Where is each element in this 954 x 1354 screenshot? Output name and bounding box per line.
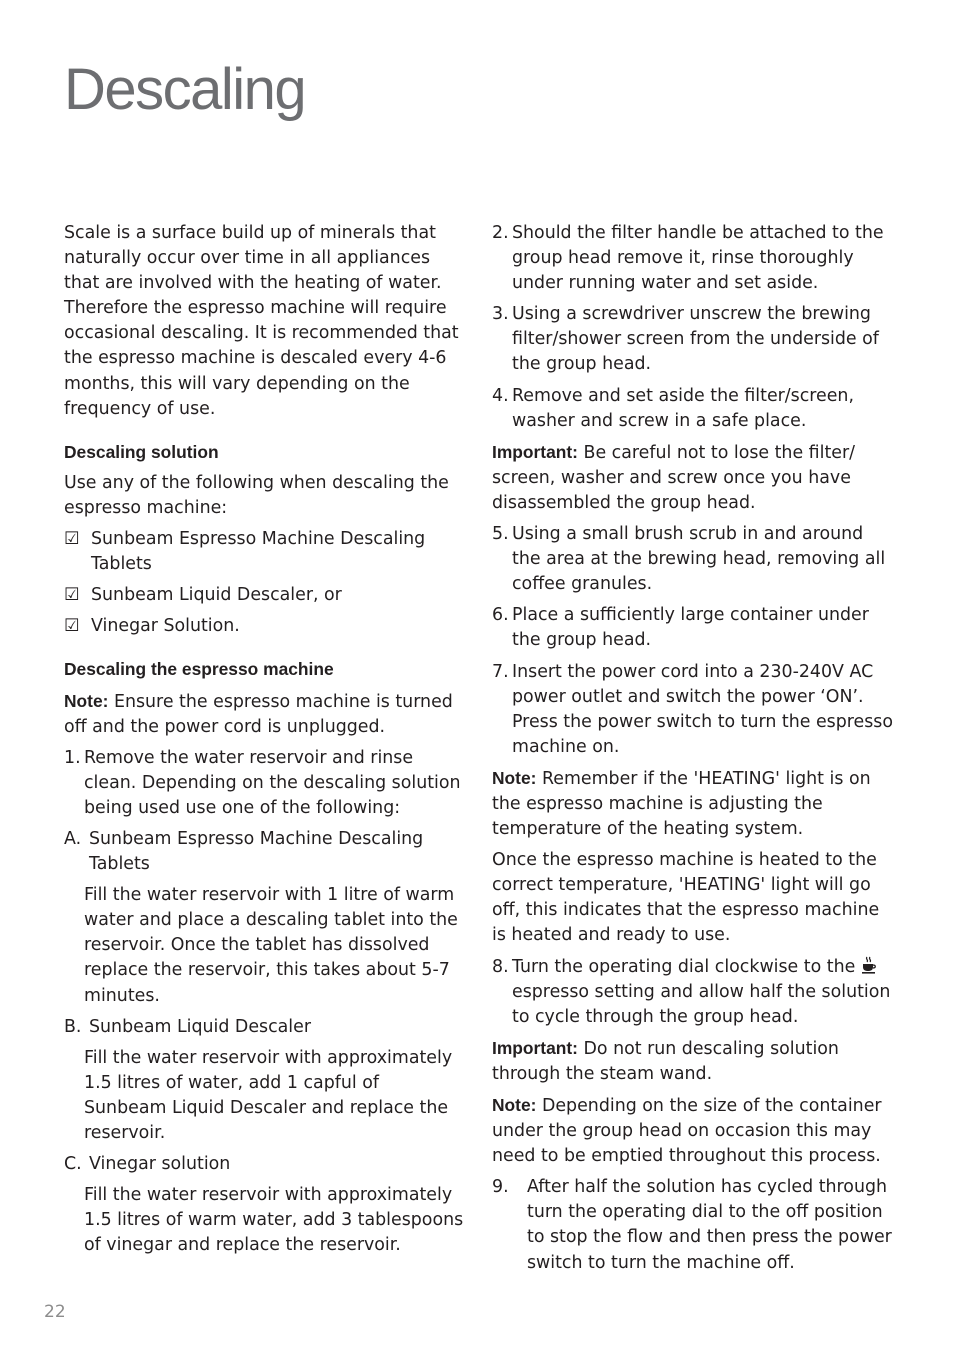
checkbox-icon: ☑ (64, 529, 80, 550)
step-number: 6. (492, 605, 509, 626)
step-text: Place a sufficiently large container under the group head. (512, 605, 869, 651)
page-number: 22 (44, 1302, 66, 1322)
step-text: Using a small brush scrub in and around the area at the brewing head, removing all coffee granules. (512, 524, 886, 595)
option-a-title (64, 827, 464, 877)
note-label: Note: (492, 1095, 537, 1115)
step-number: 1. (64, 747, 81, 768)
step-9 (492, 1175, 894, 1275)
option-c-title (64, 1152, 464, 1177)
step-3 (492, 302, 894, 377)
solution-label: Sunbeam Espresso Machine Descaling Tablets (91, 529, 426, 575)
option-title: Sunbeam Espresso Machine Descaling Tablets (89, 828, 424, 875)
note-text: Depending on the size of the container under the group head on occasion this may need to be emptied throughout this process. (492, 1096, 882, 1167)
descaling-machine-heading: Descaling the espresso machine (64, 659, 334, 680)
step-6 (492, 603, 894, 653)
option-letter: B. (64, 1016, 82, 1037)
step-text: Should the filter handle be attached to the group head remove it, rinse thoroughly under running water and set aside. (512, 223, 884, 294)
checkbox-icon: ☑ (64, 616, 80, 637)
solution-label: Sunbeam Liquid Descaler, or (91, 585, 342, 606)
option-c-text: Fill the water reservoir with approximately 1.5 litres of warm water, add 3 tablespoons of vinegar and replace the reservoir. (84, 1185, 464, 1256)
step-text: Remove and set aside the filter/screen, washer and screw in a safe place. (512, 385, 854, 431)
solution-list-item (64, 527, 464, 577)
note-text: Remember if the 'HEATING' light is on the espresso machine is adjusting the temperature of the heating system. (492, 768, 871, 840)
step-text: Using a screwdriver unscrew the brewing filter/shower screen from the underside of the group head. (512, 304, 879, 375)
descaling-solution-heading: Descaling solution (64, 441, 219, 462)
note-text: Ensure the espresso machine is turned off and the power cord is unplugged. (64, 691, 453, 737)
option-b-text: Fill the water reservoir with approximately 1.5 litres of water, add 1 capful of Sunbeam Liquid Descaler and replace the reservoir. (84, 1047, 453, 1143)
step-text: Insert the power cord into a 230-240V AC power outlet and switch the power ‘ON’. Press the power switch to turn the espresso machine on. (512, 661, 894, 757)
option-title: Sunbeam Liquid Descaler (89, 1016, 311, 1037)
step-text: Remove the water reservoir and rinse clean. Depending on the descaling solution being used use one of the following: (84, 747, 461, 818)
option-a-text: Fill the water reservoir with 1 litre of warm water and place a descaling tablet into the reservoir. Once the tablet has dissolved replace the reservoir, this takes about 5-7 minutes. (84, 885, 458, 1006)
page-title: Descaling (64, 57, 306, 122)
note-label: Note: (64, 690, 109, 711)
checkbox-icon: ☑ (64, 585, 80, 606)
note-paragraph (492, 766, 894, 842)
step-number: 4. (492, 385, 509, 406)
option-b-title (64, 1015, 464, 1040)
note-paragraph (492, 1093, 894, 1169)
left-column (64, 221, 464, 1258)
step-1 (64, 746, 464, 821)
important-label: Important: (492, 1037, 578, 1058)
step-number: 9. (492, 1177, 509, 1198)
solution-list-item (64, 614, 464, 639)
right-column (492, 221, 894, 1276)
intro-paragraph: Scale is a surface build up of minerals that naturally occur over time in all appliances that are involved with the heating of water. Therefore the espresso machine will require occasional descaling. It is recommended that the espresso machine is descaled every 4-6 months, this will vary depending on the frequency of use. (64, 223, 459, 419)
option-letter: A. (64, 828, 82, 849)
solution-intro-text: Use any of the following when descaling the espresso machine: (64, 472, 449, 518)
step-number: 2. (492, 223, 509, 243)
step-number: 7. (492, 661, 509, 682)
step-8 (492, 955, 894, 1030)
step-7 (492, 660, 894, 760)
important-text: Be careful not to lose the filter/ screen, washer and screw once you have disassembled the group head. (492, 442, 855, 513)
important-paragraph (492, 440, 894, 516)
step-4 (492, 384, 894, 434)
important-label: Important: (492, 441, 578, 462)
step-number: 5. (492, 524, 509, 545)
step-text-continued: espresso setting and allow half the solution to cycle through the group head. (512, 981, 891, 1027)
heated-paragraph: Once the espresso machine is heated to the correct temperature, 'HEATING' light will go off, this indicates that the espresso machine is heated and ready to use. (492, 850, 880, 946)
step-number: 3. (492, 304, 509, 325)
important-text: Do not run descaling solution through the steam wand. (492, 1038, 839, 1084)
step-number: 8. (492, 956, 509, 977)
step-2 (492, 221, 894, 296)
step-5 (492, 522, 894, 597)
note-label: Note: (492, 767, 537, 788)
espresso-cup-icon (861, 956, 877, 974)
step-text: After half the solution has cycled through turn the operating dial to the off position to stop the flow and then press the power switch to turn the machine off. (527, 1177, 892, 1273)
option-title: Vinegar solution (89, 1154, 231, 1175)
note-paragraph (64, 689, 464, 740)
step-text: Turn the operating dial clockwise to the (512, 956, 856, 977)
solution-label: Vinegar Solution. (91, 616, 240, 637)
important-paragraph (492, 1036, 894, 1087)
option-letter: C. (64, 1154, 82, 1175)
solution-list-item (64, 583, 464, 608)
